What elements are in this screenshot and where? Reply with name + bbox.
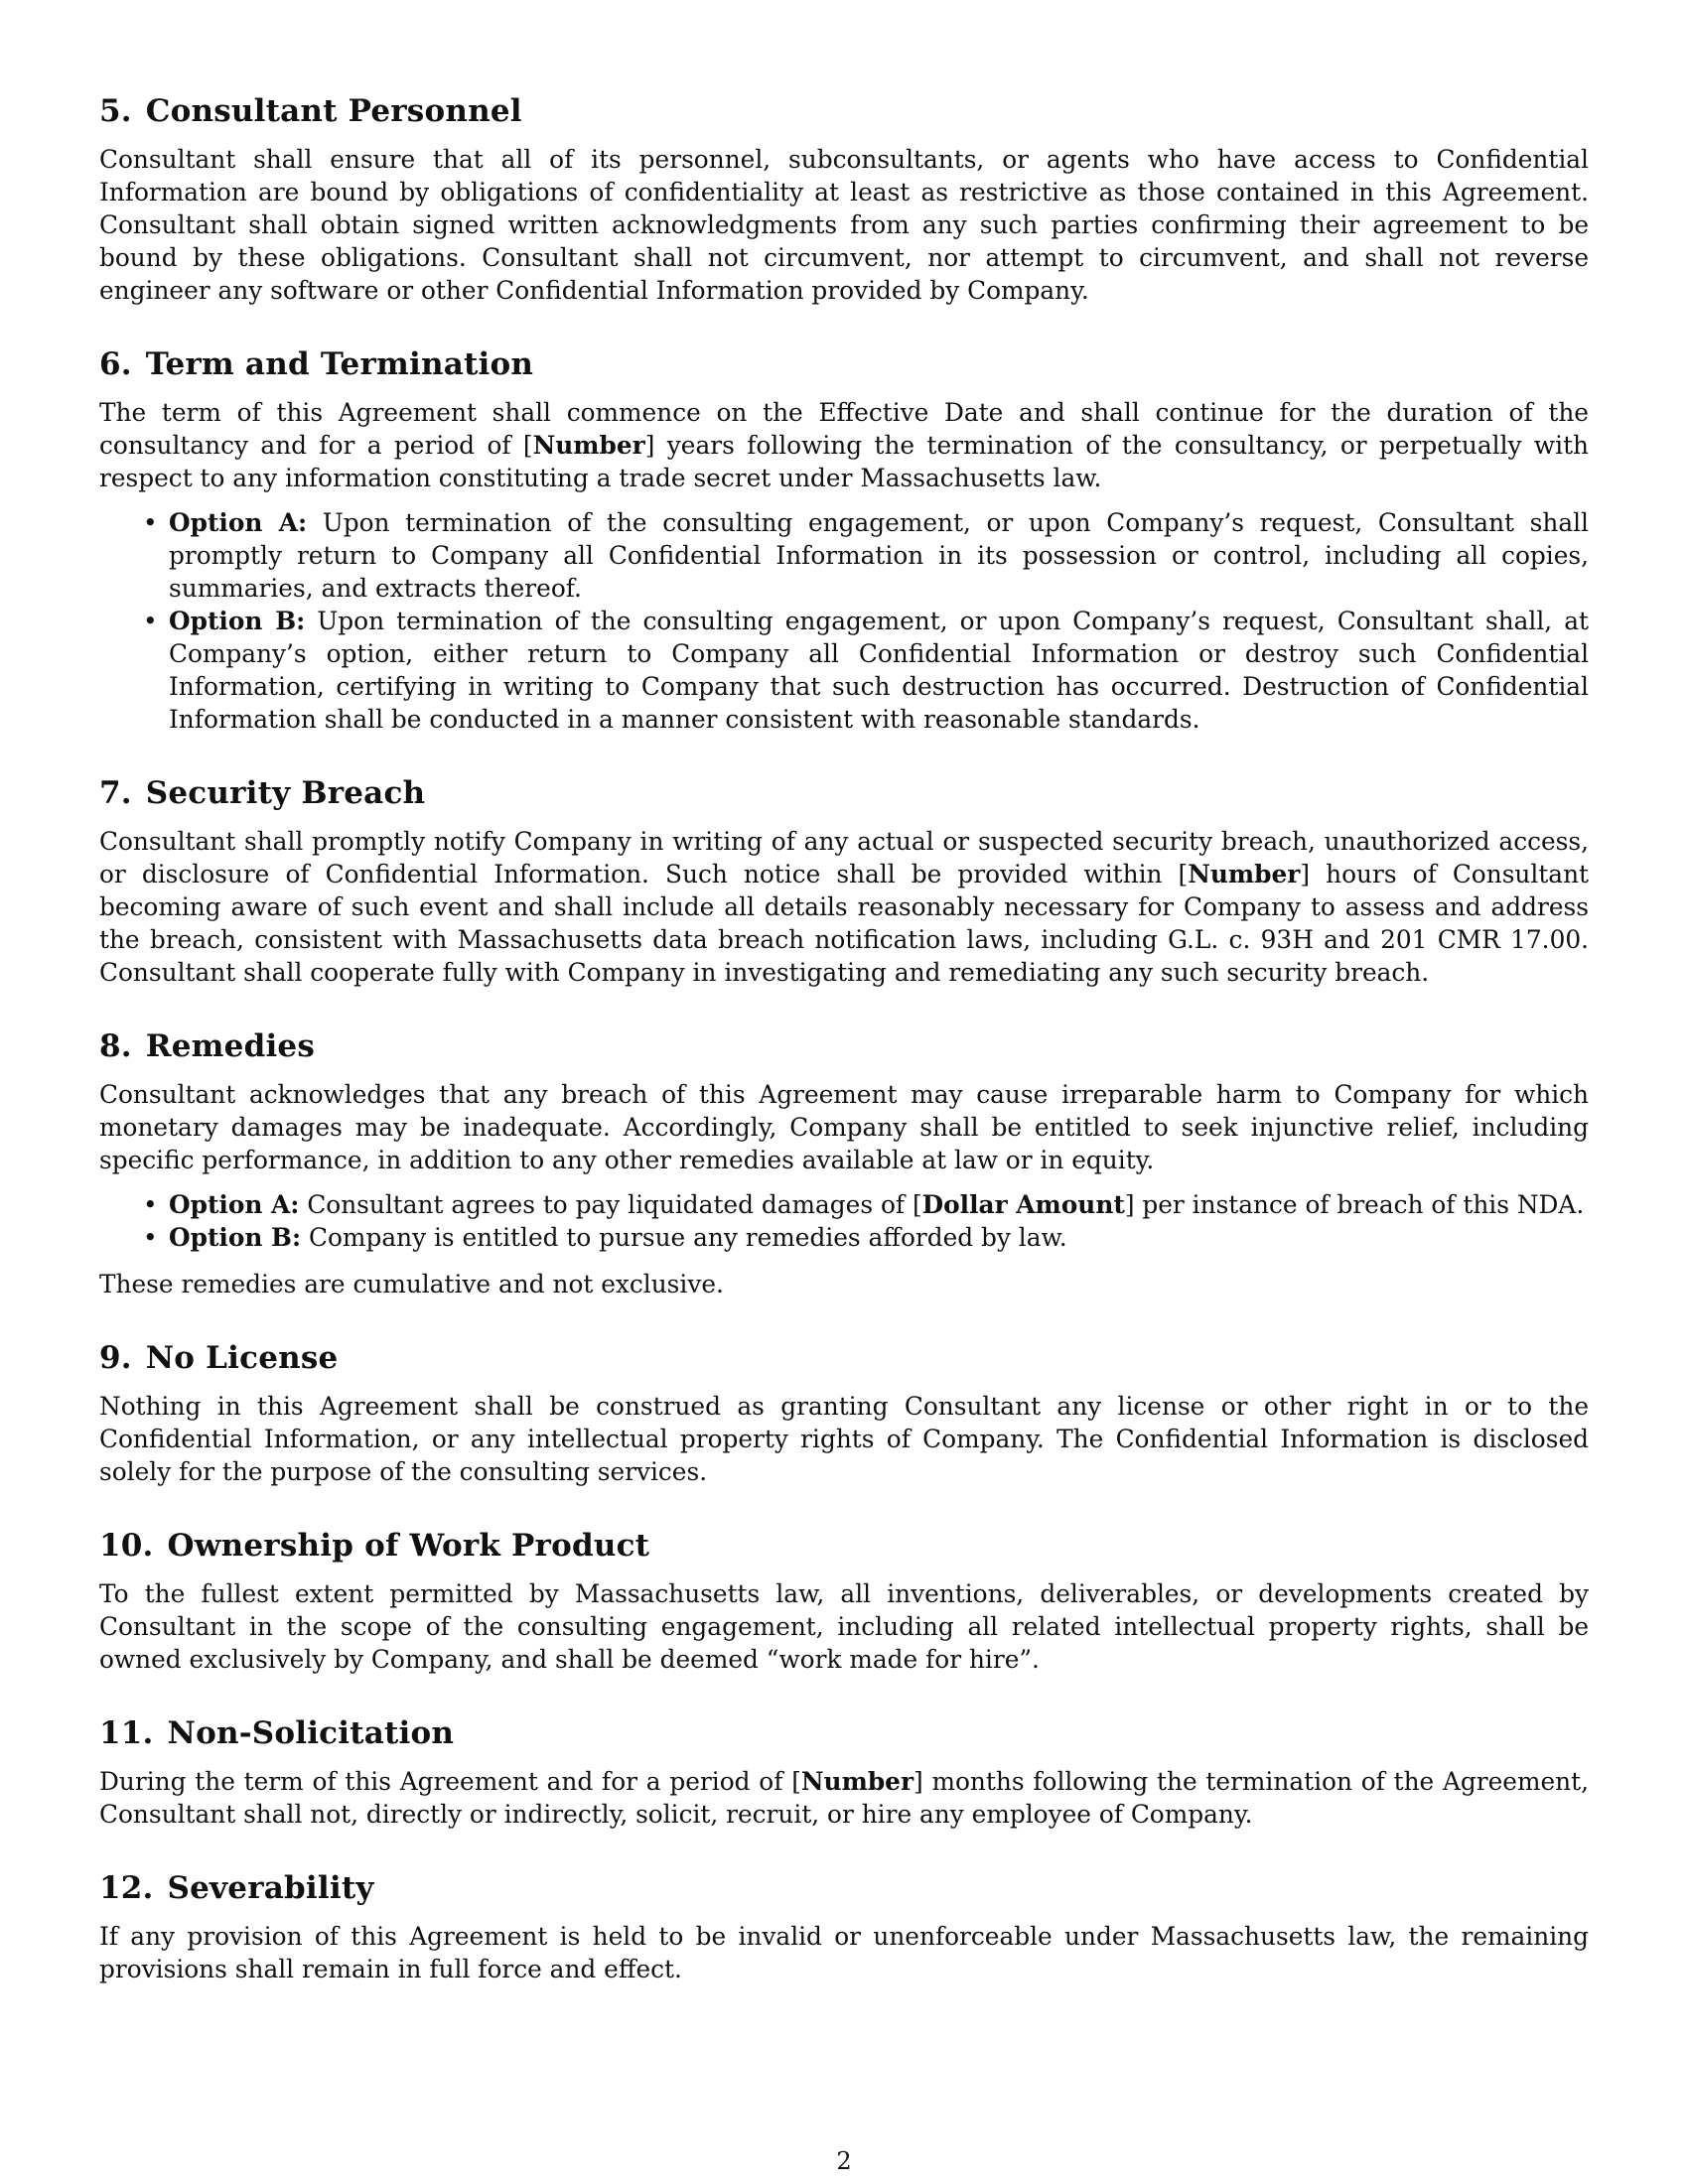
- section-no-license: [99, 1338, 1589, 1488]
- section-closing: These remedies are cumulative and not exclusive.: [99, 1270, 724, 1298]
- option-text: Upon termination of the consulting engagement, or upon Company’s request, Consultant shall promptly return to Company all Confidential Information in its possession or control, including all copies, summaries, and extracts thereof.: [169, 508, 1589, 603]
- section-title: Security Breach: [145, 775, 426, 811]
- section-number: 10.: [99, 1528, 154, 1564]
- body-text: ] hours of Consultant becoming aware of such event and shall include all details reasonably necessary for Company to assess and address the breach, consistent with Massachusetts data breach notification laws, including G.L. c. 93H and 201 CMR 17.00. Consultant shall cooperate fully with Company in investigating and remediating any such security breach.: [99, 860, 1590, 987]
- option-text: ] per instance of breach of this NDA.: [1124, 1190, 1585, 1219]
- placeholder-field: Number: [532, 431, 645, 460]
- body-text: ] months following the termination of the Agreement, Consultant shall not, directly or indirectly, solicit, recruit, or hire any employee of Company.: [99, 1767, 1589, 1829]
- option-label: Option A:: [169, 1190, 300, 1219]
- body-text: During the term of this Agreement and for a period of [: [99, 1767, 801, 1796]
- body-text: The term of this Agreement shall commence on the Effective Date and shall continue for the duration of the consultancy and for a period of [: [99, 398, 1589, 460]
- body-text: ] years following the termination of the consultancy, or perpetually with respect to any information constituting a trade secret under Massachusetts law.: [99, 431, 1590, 492]
- option-text: Company is entitled to pursue any remedies afforded by law.: [309, 1223, 1067, 1252]
- option-label: Option A:: [169, 508, 308, 537]
- section-severability: [99, 1868, 1589, 1985]
- option-label: Option B:: [169, 1223, 302, 1252]
- section-number: 11.: [99, 1715, 154, 1751]
- list-item: [169, 605, 1589, 736]
- section-heading: [99, 1868, 1589, 1908]
- page-number: 2: [836, 2147, 852, 2175]
- section-number: 6.: [99, 346, 132, 382]
- section-heading: [99, 1026, 1589, 1066]
- option-label: Option B:: [169, 607, 306, 635]
- section-remedies: [99, 1026, 1589, 1300]
- section-body: [99, 1765, 1589, 1831]
- section-title: Term and Termination: [145, 346, 534, 382]
- section-body: [99, 825, 1589, 989]
- list-item: [169, 1221, 1589, 1254]
- section-body: Nothing in this Agreement shall be construed as granting Consultant any license or other right in or to the Confidential Information, or any intellectual property rights of Company. The Confidential Information is disclosed solely for the purpose of the consulting services.: [99, 1392, 1589, 1486]
- section-title: Remedies: [145, 1028, 316, 1064]
- section-title: Consultant Personnel: [145, 93, 522, 129]
- options-list: [99, 506, 1589, 736]
- section-body: Consultant shall ensure that all of its personnel, subconsultants, or agents who have access to Confidential Information are bound by obligations of confidentiality at least as restrictive as those contained in this Agreement. Consultant shall obtain signed written acknowledgments from any such parties confirming their agreement to be bound by these obligations. Consultant shall not circumvent, nor attempt to circumvent, and shall not reverse engineer any software or other Confidential Information provided by Company.: [99, 145, 1589, 305]
- section-ownership-of-work-product: [99, 1526, 1589, 1676]
- placeholder-field: Number: [1188, 860, 1301, 888]
- section-heading: [99, 91, 1589, 131]
- option-text: Upon termination of the consulting engagement, or upon Company’s request, Consultant shall, at Company’s option, either return to Company all Confidential Information or destroy such Confidential Information, certifying in writing to Company that such destruction has occurred. Destruction of Confidential Information shall be conducted in a manner consistent with reasonable standards.: [169, 607, 1589, 734]
- list-item: [169, 506, 1589, 605]
- section-body: Consultant acknowledges that any breach of this Agreement may cause irreparable harm to Company for which monetary damages may be inadequate. Accordingly, Company shall be entitled to seek injunctive relief, including specific performance, in addition to any other remedies available at law or in equity.: [99, 1080, 1589, 1174]
- section-number: 12.: [99, 1870, 154, 1906]
- body-text: Consultant shall promptly notify Company in writing of any actual or suspected security breach, unauthorized access, or disclosure of Confidential Information. Such notice shall be provided within [: [99, 827, 1589, 888]
- section-number: 9.: [99, 1340, 132, 1376]
- section-title: Non-Solicitation: [167, 1715, 455, 1751]
- section-title: Severability: [167, 1870, 374, 1906]
- section-title: No License: [145, 1340, 339, 1376]
- section-body: To the fullest extent permitted by Massachusetts law, all inventions, deliverables, or developments created by Consultant in the scope of the consulting engagement, including all related intellectual property rights, shall be owned exclusively by Company, and shall be deemed “work made for hire”.: [99, 1579, 1589, 1674]
- section-security-breach: [99, 773, 1589, 989]
- section-non-solicitation: [99, 1713, 1589, 1831]
- placeholder-field: Dollar Amount: [921, 1190, 1125, 1219]
- options-list: [99, 1188, 1589, 1254]
- section-heading: [99, 1713, 1589, 1753]
- section-number: 7.: [99, 775, 132, 811]
- section-number: 5.: [99, 93, 132, 129]
- section-heading: [99, 1338, 1589, 1378]
- document-page: [99, 91, 1589, 1985]
- section-title: Ownership of Work Product: [167, 1528, 650, 1564]
- section-number: 8.: [99, 1028, 132, 1064]
- section-consultant-personnel: [99, 91, 1589, 307]
- placeholder-field: Number: [800, 1767, 914, 1796]
- section-term-and-termination: [99, 344, 1589, 736]
- section-body: [99, 396, 1589, 494]
- section-heading: [99, 344, 1589, 384]
- section-heading: [99, 1526, 1589, 1566]
- section-heading: [99, 773, 1589, 813]
- section-body: If any provision of this Agreement is held to be invalid or unenforceable under Massachusetts law, the remaining provisions shall remain in full force and effect.: [99, 1922, 1589, 1983]
- option-text: Consultant agrees to pay liquidated damages of [: [307, 1190, 922, 1219]
- list-item: [169, 1188, 1589, 1221]
